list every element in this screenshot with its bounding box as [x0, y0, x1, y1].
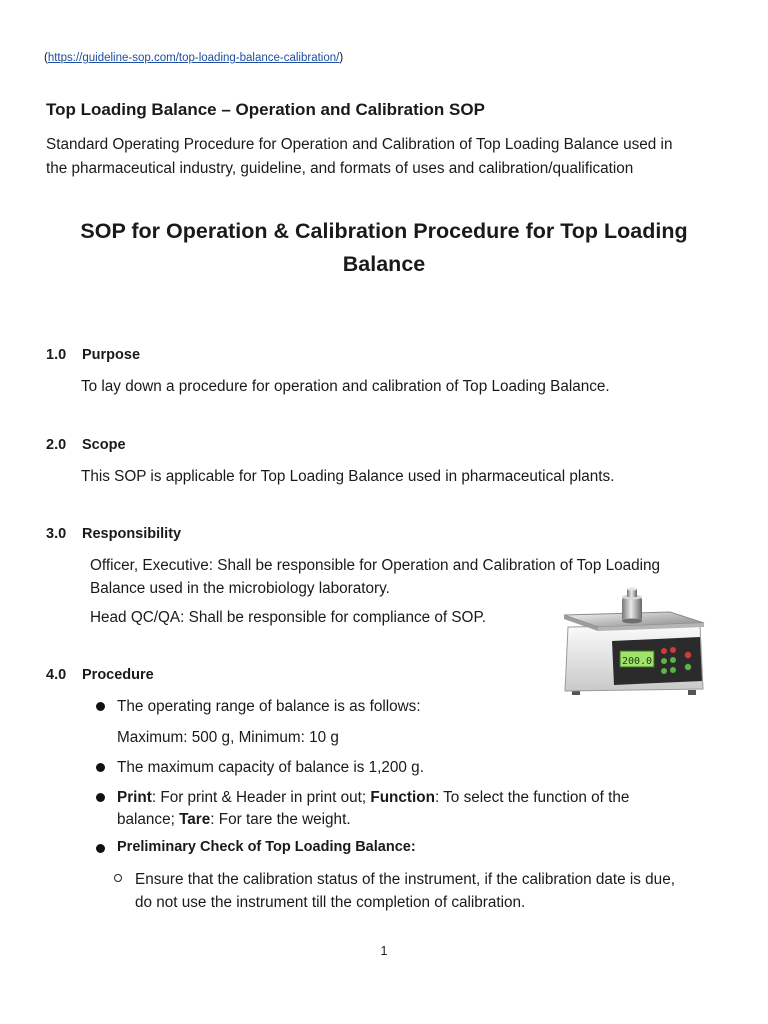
responsibility-officer-line-1: Officer, Executive: Shall be responsible for Operation and Calibration of Top Loading	[90, 557, 661, 574]
url-close-paren: )	[339, 52, 344, 64]
section-procedure-heading	[46, 667, 154, 683]
tare-key-text: : For tare the weight.	[210, 811, 351, 828]
keys-line2-start: balance;	[117, 811, 180, 828]
print-key-text: : For print & Header in print out;	[151, 789, 371, 806]
section-number: 1.0	[46, 347, 67, 363]
section-purpose-heading	[46, 347, 140, 363]
source-url-link[interactable]: https://guideline-sop.com/top-loading-balance-calibration/	[47, 52, 340, 64]
sub-bullet-icon	[114, 874, 122, 882]
purpose-text: To lay down a procedure for operation and calibration of Top Loading Balance.	[81, 378, 610, 395]
intro-line-2: the pharmaceutical industry, guideline, and formats of uses and calibration/qualification	[46, 159, 634, 177]
main-title	[40, 215, 728, 281]
procedure-range-values: Maximum: 500 g, Minimum: 10 g	[117, 729, 339, 746]
print-key-label: Print	[117, 789, 152, 806]
bullet-icon	[96, 844, 105, 853]
main-title-line-1: SOP for Operation & Calibration Procedure for Top Loading	[80, 219, 688, 243]
bullet-icon	[96, 763, 105, 772]
section-number: 4.0	[46, 667, 67, 683]
page-number: 1	[380, 944, 388, 958]
section-number: 2.0	[46, 437, 67, 453]
bullet-icon	[96, 702, 105, 711]
function-key-label: Function	[370, 789, 435, 806]
document-heading: Top Loading Balance – Operation and Calibration SOP	[46, 100, 485, 119]
responsibility-officer-line-2: Balance used in the microbiology laboratory.	[90, 580, 390, 597]
balance-illustration	[560, 585, 708, 705]
intro-line-1: Standard Operating Procedure for Operation and Calibration of Top Loading Balance used in	[46, 136, 673, 153]
section-scope-heading	[46, 437, 126, 453]
section-title: Procedure	[82, 667, 154, 683]
top-loading-balance-image	[560, 585, 708, 705]
balance-display-reading: 200.0	[621, 656, 653, 667]
responsibility-head: Head QC/QA: Shall be responsible for compliance of SOP.	[90, 609, 486, 626]
procedure-capacity: The maximum capacity of balance is 1,200 g.	[117, 759, 424, 776]
section-title: Responsibility	[82, 526, 182, 542]
section-title: Purpose	[82, 347, 141, 363]
procedure-ensure-line-2: do not use the instrument till the completion of calibration.	[135, 894, 526, 911]
source-url-line	[44, 52, 343, 64]
url-open-paren: (	[44, 52, 48, 64]
procedure-keys-line-2	[117, 809, 351, 831]
tare-key-label: Tare	[179, 811, 211, 828]
procedure-range-intro: The operating range of balance is as follows:	[117, 698, 421, 715]
procedure-keys-line-1	[117, 787, 629, 809]
section-number: 3.0	[46, 526, 67, 542]
section-responsibility-heading	[46, 526, 181, 542]
procedure-ensure-line-1: Ensure that the calibration status of the instrument, if the calibration date is due,	[135, 871, 675, 888]
function-key-text: : To select the function of the	[434, 789, 630, 806]
section-title: Scope	[82, 437, 126, 453]
procedure-preliminary-heading: Preliminary Check of Top Loading Balance:	[117, 839, 416, 855]
intro-paragraph	[46, 133, 726, 180]
bullet-icon	[96, 793, 105, 802]
main-title-line-2: Balance	[342, 252, 426, 276]
scope-text: This SOP is applicable for Top Loading Balance used in pharmaceutical plants.	[81, 468, 615, 485]
